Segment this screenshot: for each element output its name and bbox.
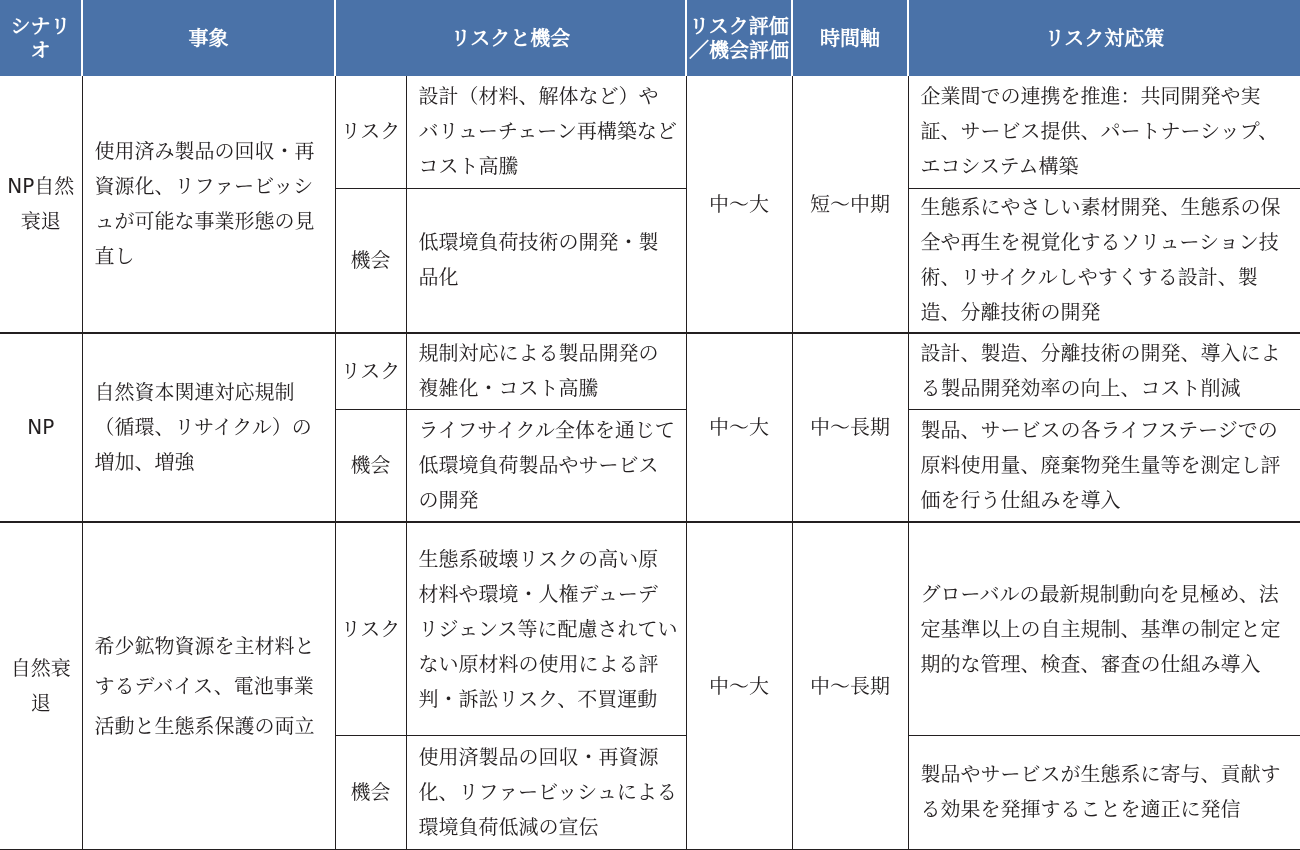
timeframe-cell: 短〜中期 bbox=[792, 76, 908, 333]
type-cell: 機会 bbox=[335, 188, 406, 333]
evaluation-cell: 中〜大 bbox=[686, 76, 792, 333]
type-cell: 機会 bbox=[335, 735, 406, 849]
description-cell: ライフサイクル全体を通じて低環境負荷製品やサービスの開発 bbox=[406, 409, 686, 522]
scenario-cell: NP bbox=[0, 333, 82, 522]
description-cell: 使用済製品の回収・再資源化、リファービッシュによる環境負荷低減の宣伝 bbox=[406, 735, 686, 849]
timeframe-cell: 中〜長期 bbox=[792, 333, 908, 522]
response-cell: 設計、製造、分離技術の開発、導入による製品開発効率の向上、コスト削減 bbox=[908, 333, 1300, 409]
scenario-cell: NP自然衰退 bbox=[0, 76, 82, 333]
table-row bbox=[0, 333, 1300, 409]
header-event: 事象 bbox=[82, 0, 335, 76]
description-cell: 規制対応による製品開発の複雑化・コスト高騰 bbox=[406, 333, 686, 409]
type-cell: リスク bbox=[335, 333, 406, 409]
event-cell: 使用済み製品の回収・再資源化、リファービッシュが可能な事業形態の見直し bbox=[82, 76, 335, 333]
response-cell: グローバルの最新規制動向を見極め、法定基準以上の自主規制、基準の制定と定期的な管理、検査、審査の仕組み導入 bbox=[908, 522, 1300, 735]
table-row bbox=[0, 76, 1300, 188]
scenario-cell: 自然衰退 bbox=[0, 522, 82, 849]
table-row bbox=[0, 522, 1300, 735]
event-cell: 希少鉱物資源を主材料とするデバイス、電池事業活動と生態系保護の両立 bbox=[82, 522, 335, 849]
response-cell: 生態系にやさしい素材開発、生態系の保全や再生を視覚化するソリューション技術、リサイクルしやすくする設計、製造、分離技術の開発 bbox=[908, 188, 1300, 333]
response-cell: 製品、サービスの各ライフステージでの原料使用量、廃棄物発生量等を測定し評価を行う仕組みを導入 bbox=[908, 409, 1300, 522]
evaluation-cell: 中〜大 bbox=[686, 522, 792, 849]
timeframe-cell: 中〜長期 bbox=[792, 522, 908, 849]
header-scenario: シナリオ bbox=[0, 0, 82, 76]
response-cell: 企業間での連携を推進：共同開発や実証、サービス提供、パートナーシップ、エコシステム構築 bbox=[908, 76, 1300, 188]
header-row bbox=[0, 0, 1300, 76]
description-cell: 生態系破壊リスクの高い原材料や環境・人権デューデリジェンス等に配慮されていない原材料の使用による評判・訴訟リスク、不買運動 bbox=[406, 522, 686, 735]
header-evaluation: リスク評価／機会評価 bbox=[686, 0, 792, 76]
header-risk-opportunity: リスクと機会 bbox=[335, 0, 686, 76]
header-response: リスク対応策 bbox=[908, 0, 1300, 76]
type-cell: 機会 bbox=[335, 409, 406, 522]
description-cell: 低環境負荷技術の開発・製品化 bbox=[406, 188, 686, 333]
type-cell: リスク bbox=[335, 522, 406, 735]
response-cell: 製品やサービスが生態系に寄与、貢献する効果を発揮することを適正に発信 bbox=[908, 735, 1300, 849]
description-cell: 設計（材料、解体など）やバリューチェーン再構築などコスト高騰 bbox=[406, 76, 686, 188]
evaluation-cell: 中〜大 bbox=[686, 333, 792, 522]
event-cell: 自然資本関連対応規制（循環、リサイクル）の増加、増強 bbox=[82, 333, 335, 522]
header-timeframe: 時間軸 bbox=[792, 0, 908, 76]
type-cell: リスク bbox=[335, 76, 406, 188]
